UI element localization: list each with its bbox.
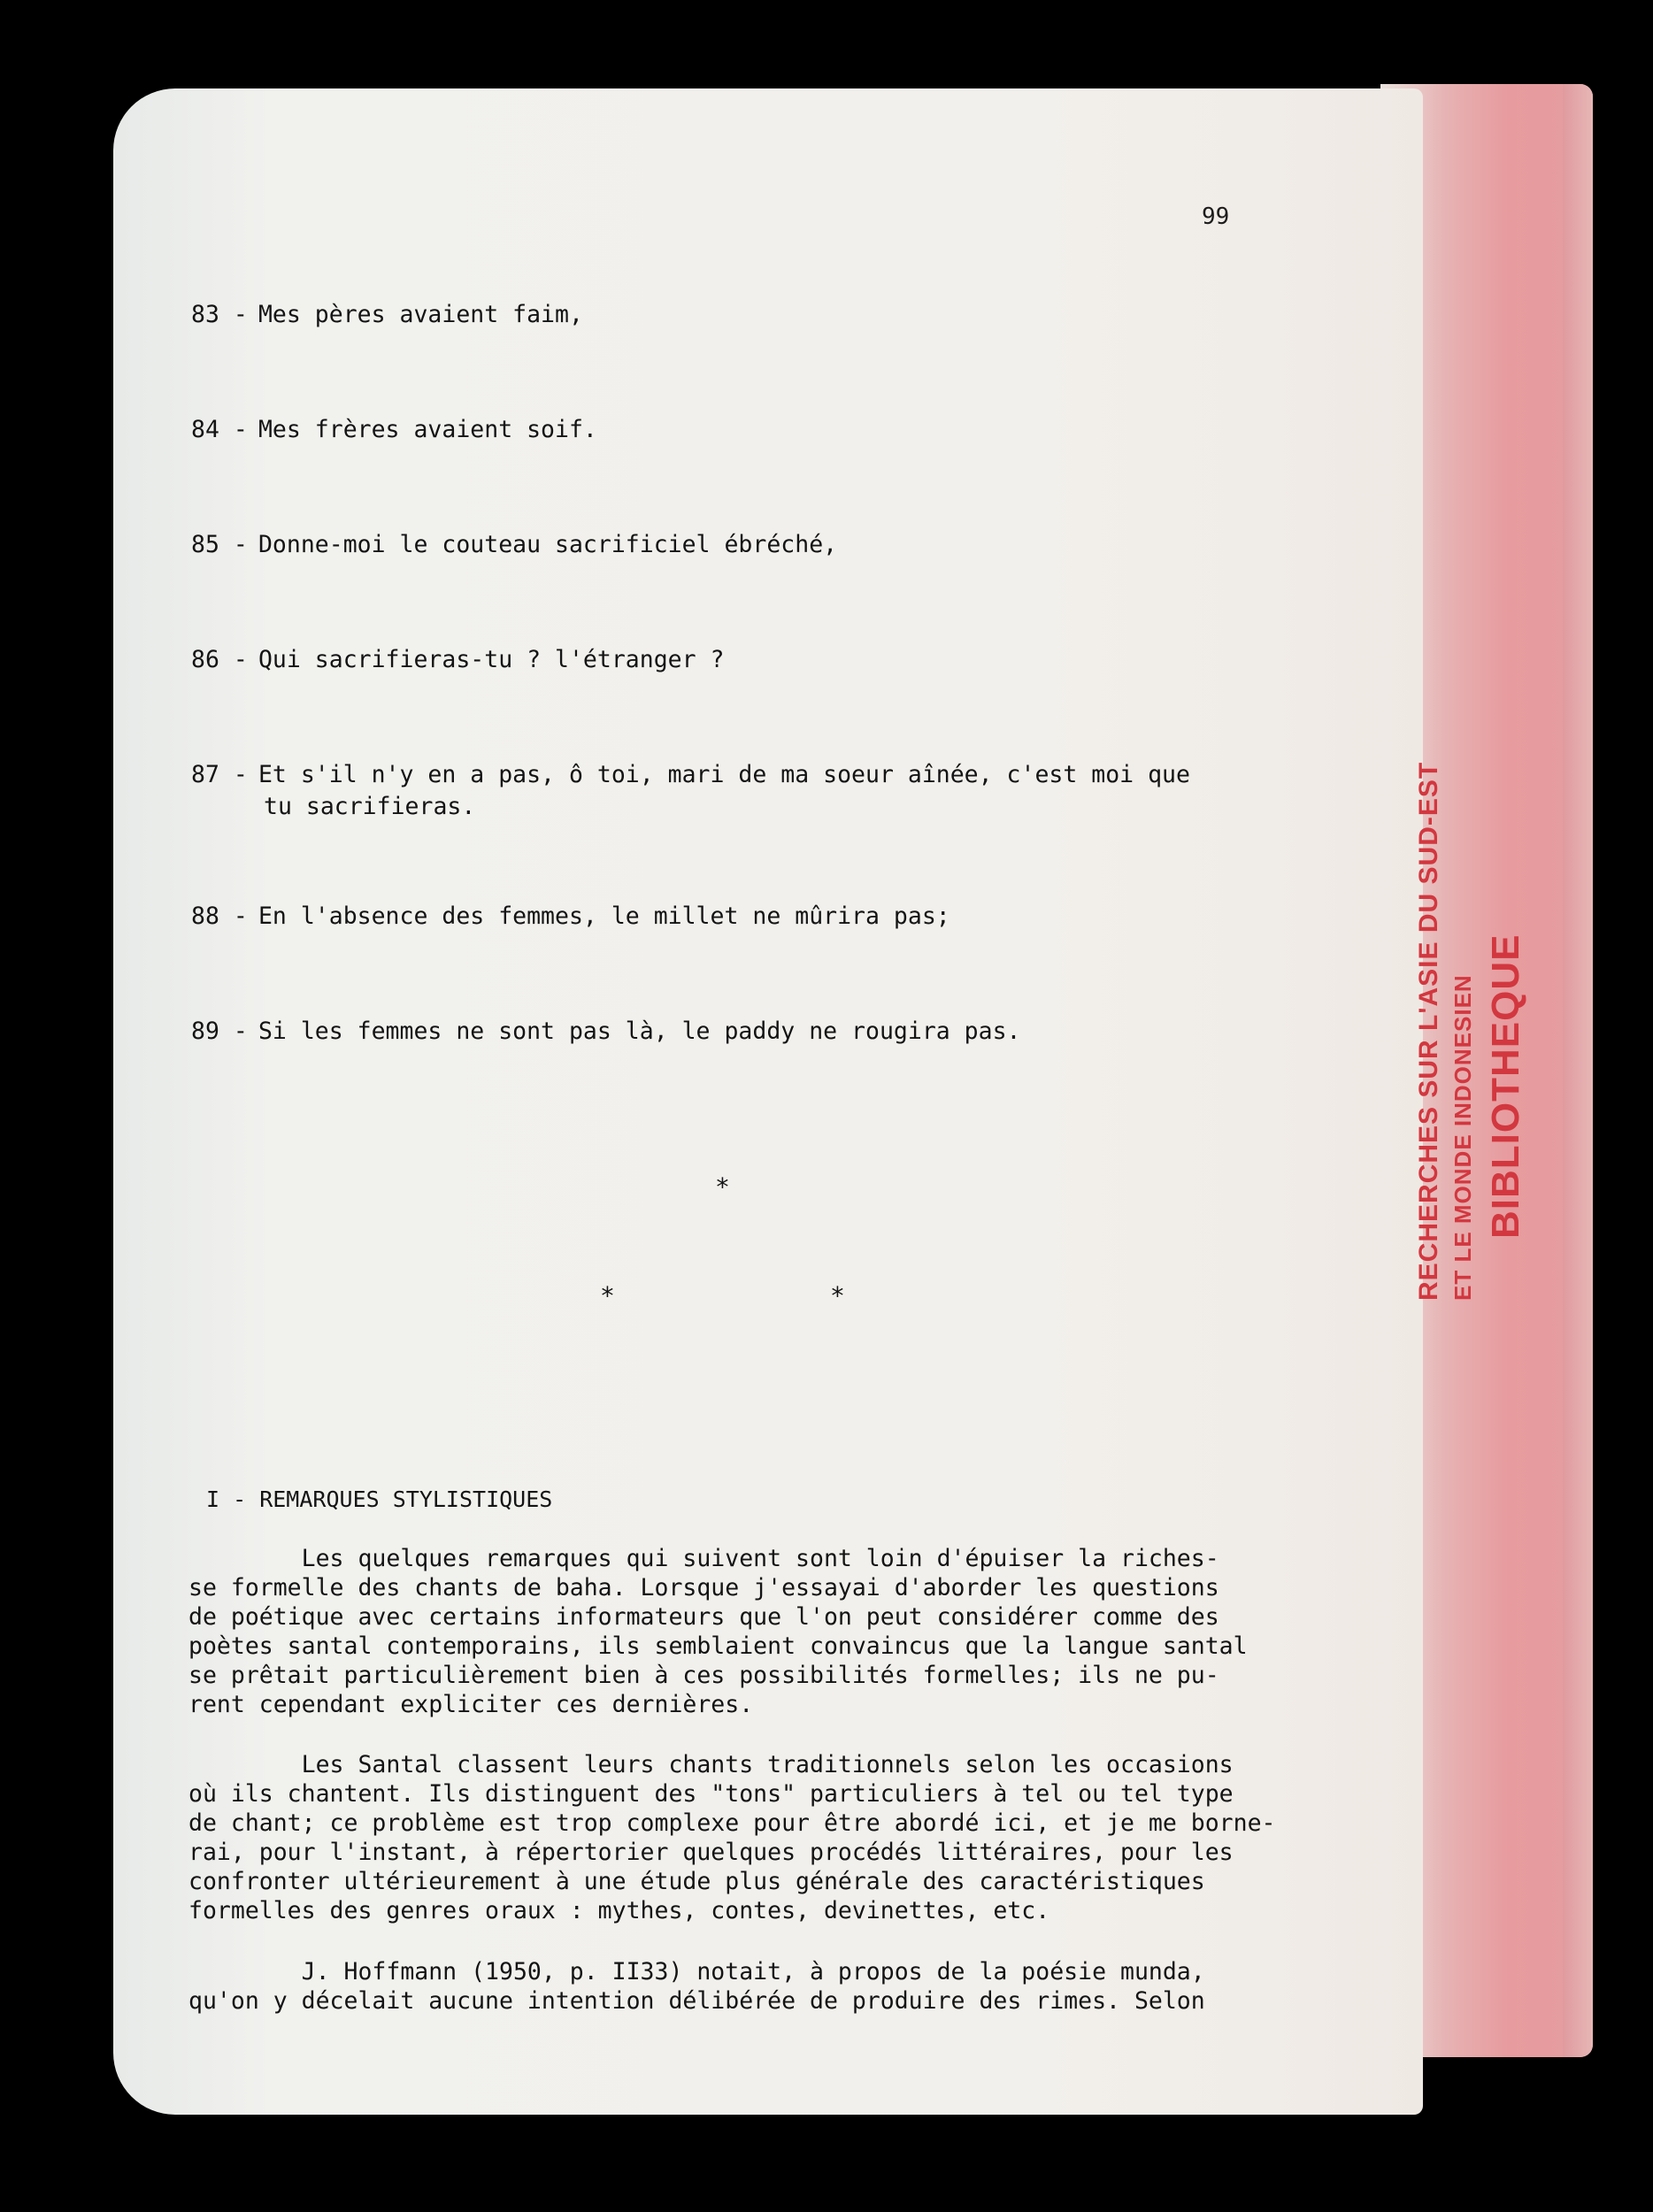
- stamp-line: BIBLIOTHEQUE: [1484, 933, 1527, 1239]
- text-line: de poétique avec certains informateurs que l'on peut considérer comme des: [188, 1603, 1219, 1631]
- paragraph-3: [188, 1957, 1339, 2016]
- paragraph-1: [188, 1544, 1339, 1719]
- verse-84: [191, 414, 597, 446]
- verse-text: En l'absence des femmes, le millet ne mûrira pas;: [258, 902, 950, 930]
- verse-87: [191, 759, 1190, 823]
- separator-asterisk: *: [830, 1281, 845, 1310]
- paragraph-2: [188, 1750, 1339, 1925]
- verse-85: [191, 529, 837, 561]
- page-number: 99: [1202, 204, 1230, 230]
- separator-asterisk: *: [600, 1281, 615, 1310]
- text-line: où ils chantent. Ils distinguent des "tons" particuliers à tel ou tel type: [188, 1780, 1234, 1808]
- text-line: se formelle des chants de baha. Lorsque j'essayai d'aborder les questions: [188, 1574, 1219, 1601]
- verse-text: Et s'il n'y en a pas, ô toi, mari de ma soeur aînée, c'est moi que: [258, 761, 1190, 788]
- verse-text: Si les femmes ne sont pas là, le paddy ne rougira pas.: [258, 1018, 1021, 1045]
- text-line: Les quelques remarques qui suivent sont loin d'épuiser la riches-: [188, 1545, 1219, 1572]
- verse-text: Mes frères avaient soif.: [258, 416, 597, 443]
- verse-number: 87 -: [191, 761, 248, 788]
- text-line: qu'on y décelait aucune intention délibérée de produire des rimes. Selon: [188, 1987, 1205, 2015]
- text-line: J. Hoffmann (1950, p. II33) notait, à propos de la poésie munda,: [188, 1958, 1205, 1985]
- text-line: de chant; ce problème est trop complexe pour être abordé ici, et je me borne-: [188, 1809, 1276, 1837]
- verse-86: [191, 644, 724, 676]
- stamp-line: RECHERCHES SUR L'ASIE DU SUD-EST: [1414, 761, 1443, 1301]
- verse-continuation: tu sacrifieras.: [264, 793, 476, 820]
- section-heading: I - REMARQUES STYLISTIQUES: [206, 1486, 553, 1512]
- verse-text: Qui sacrifieras-tu ? l'étranger ?: [258, 646, 725, 673]
- verse-text: Donne-moi le couteau sacrificiel ébréché,: [258, 531, 838, 558]
- verse-number: 84 -: [191, 416, 248, 443]
- verse-number: 88 -: [191, 902, 248, 930]
- verse-83: [191, 299, 583, 331]
- text-line: formelles des genres oraux : mythes, contes, devinettes, etc.: [188, 1897, 1050, 1924]
- verse-number: 89 -: [191, 1018, 248, 1045]
- separator-asterisk: *: [715, 1172, 730, 1202]
- verse-88: [191, 901, 950, 933]
- verse-89: [191, 1016, 1021, 1048]
- text-line: Les Santal classent leurs chants traditionnels selon les occasions: [188, 1751, 1234, 1778]
- library-stamp: [1414, 762, 1528, 1301]
- verse-number: 86 -: [191, 646, 248, 673]
- verse-text: Mes pères avaient faim,: [258, 301, 583, 328]
- text-line: poètes santal contemporains, ils semblaient convaincus que la langue santal: [188, 1632, 1248, 1660]
- text-line: rai, pour l'instant, à répertorier quelques procédés littéraires, pour les: [188, 1839, 1234, 1866]
- text-line: se prêtait particulièrement bien à ces possibilités formelles; ils ne pu-: [188, 1662, 1219, 1689]
- stamp-line: ET LE MONDE INDONESIEN: [1449, 974, 1476, 1301]
- book-page: [113, 88, 1423, 2115]
- text-line: rent cependant expliciter ces dernières.: [188, 1691, 754, 1718]
- verse-number: 85 -: [191, 531, 248, 558]
- text-line: confronter ultérieurement à une étude plus générale des caractéristiques: [188, 1868, 1205, 1895]
- verse-number: 83 -: [191, 301, 248, 328]
